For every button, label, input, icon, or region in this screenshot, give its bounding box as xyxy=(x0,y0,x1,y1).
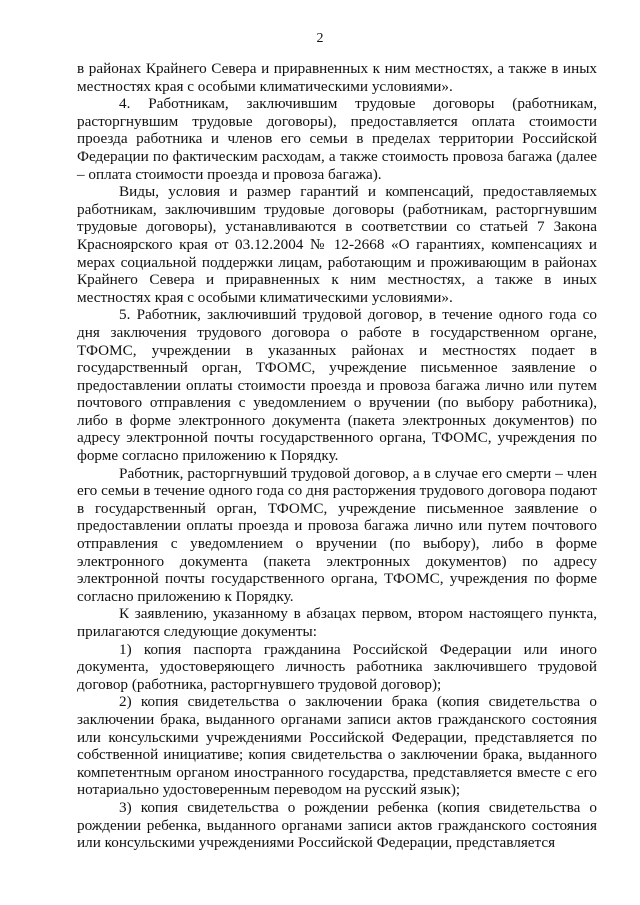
list-item-passport: 1) копия паспорта гражданина Российской Федерации или иного документа, удостоверяющего личность работника заключившего трудовой договор (работника, расторгнувшего трудовой договор); xyxy=(77,640,597,693)
list-item-birth-certificate: 3) копия свидетельства о рождении ребенка (копия свидетельства о рождении ребенка, выданного органами записи актов гражданского состояния или консульскими учреждениями Российской Федерации, представляется xyxy=(77,798,597,852)
paragraph-item-4: 4. Работникам, заключившим трудовые договоры (работникам, расторгнувшим трудовые договоры), предоставляется оплата стоимости проезда работника и членов его семьи в пределах территории Российской Федерации по фактическим расходам, а также стоимость провоза багажа (далее – оплата стоимости проезда и провоза багажа). xyxy=(77,95,597,183)
paragraph-continuation: в районах Крайнего Севера и приравненных к ним местностях, а также в иных местностях края с особыми климатическими условиями». xyxy=(77,60,597,95)
paragraph-terminated-worker: Работник, расторгнувший трудовой договор, а в случае его смерти – член его семьи в течение одного года со дня расторжения трудового договора подают в государственный орган, ТФОМС, учреждение письменное заявление о предоставлении оплаты проезда и провоза багажа лично или путем почтового отправления с уведомлением о вручении (по выбору), либо в форме электронного документа (пакета электронных документов) по адресу электронной почты государственного органа, ТФОМС, учреждения по форме согласно приложению к Порядку. xyxy=(77,464,597,605)
paragraph-item-5: 5. Работник, заключивший трудовой договор, в течение одного года со дня заключения трудового договора о работе в государственном органе, ТФОМС, учреждении в указанных районах и местностях подает в государственный орган, ТФОМС, учреждение письменное заявление о предоставлении оплаты стоимости проезда и провоза багажа лично или путем почтового отправления с уведомлением о вручении (по выбору работника), либо в форме электронного документа (пакета электронных документов) по адресу электронной почты государственного органа, ТФОМС, учреждения по форме согласно приложению к Порядку. xyxy=(77,306,597,465)
page-number: 2 xyxy=(316,31,324,46)
paragraph-attachments-intro: К заявлению, указанному в абзацах первом, втором настоящего пункта, прилагаются следующие документы: xyxy=(77,605,597,640)
list-item-marriage-certificate: 2) копия свидетельства о заключении брака (копия свидетельства о заключении брака, выданного органами записи актов гражданского состояния или консульскими учреждениями Российской Федерации, представляется по собственной инициативе; копия свидетельства о заключении брака, выданного компетентным органом иностранного государства, представляется вместе с его нотариально удостоверенным переводом на русский язык); xyxy=(77,693,597,799)
paragraph-guarantees: Виды, условия и размер гарантий и компенсаций, предоставляемых работникам, заключившим трудовые договоры (работникам, расторгнувшим трудовые договоры), устанавливаются в соответствии со статьей 7 Закона Красноярского края от 03.12.2004 № 12-2668 «О гарантиях, компенсациях и мерах социальной поддержки лицам, работающим и проживающим в районах Крайнего Севера и приравненных к ним местностях, а также в иных местностях края с особыми климатическими условиями». xyxy=(77,183,597,306)
document-body xyxy=(77,60,597,852)
